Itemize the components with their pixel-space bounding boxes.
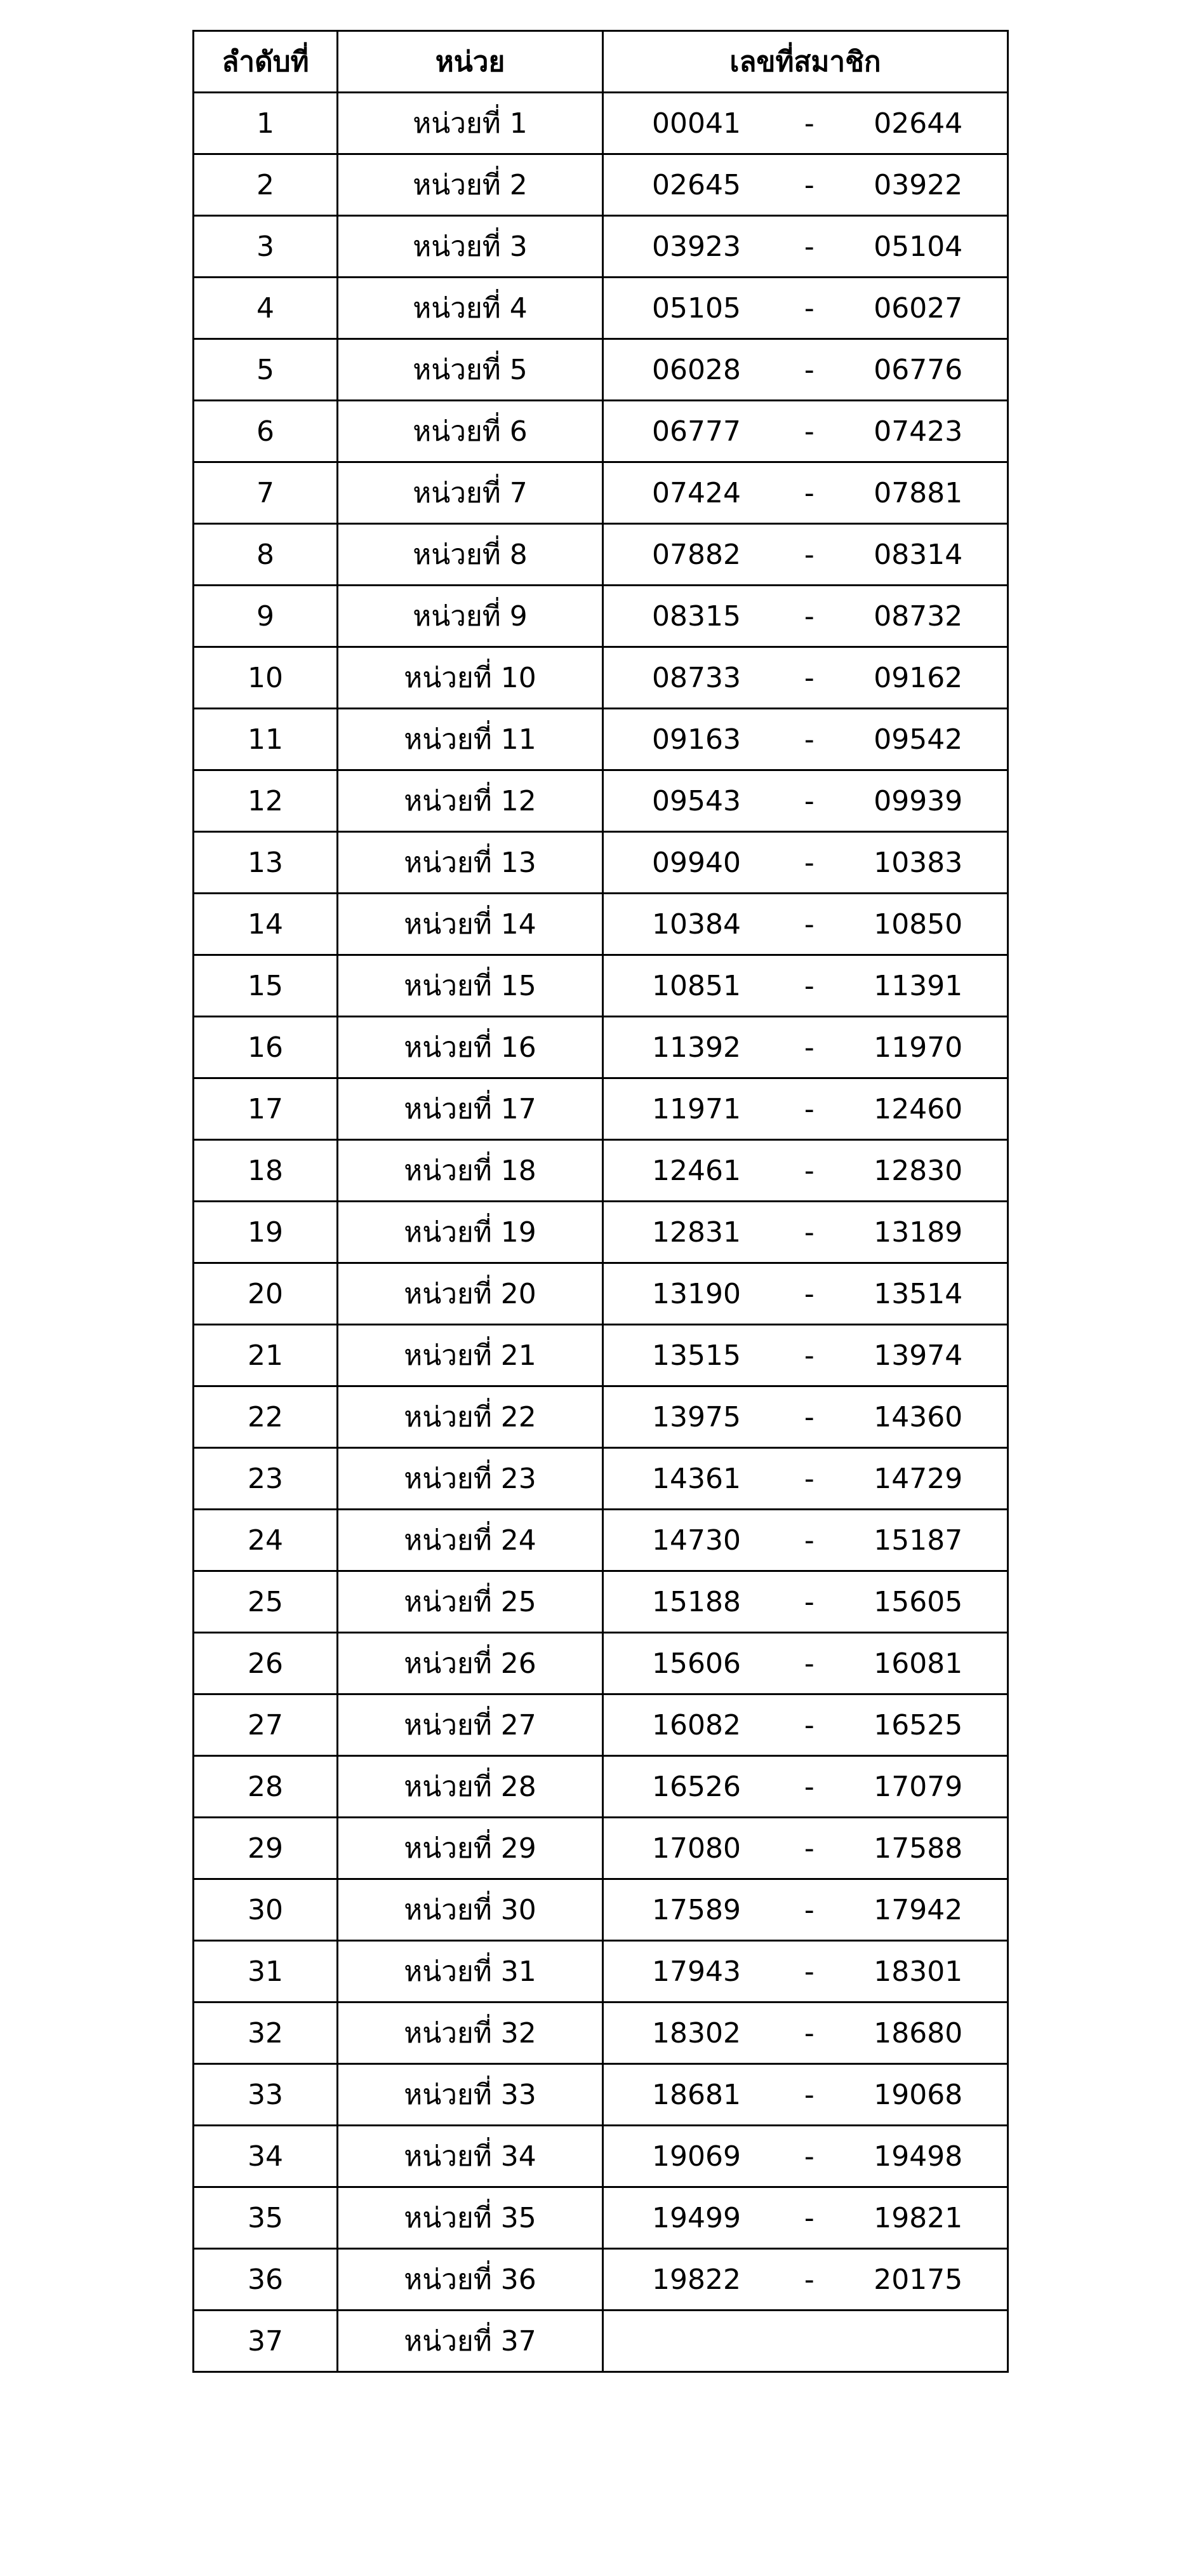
range-to: 07881 (874, 476, 963, 509)
table-row (194, 1078, 1008, 1140)
member-range-cell (603, 709, 1008, 770)
range-separator: - (804, 353, 815, 386)
unit-name-cell: หน่วยที่ 28 (338, 1756, 603, 1818)
member-range (604, 1017, 1007, 1077)
range-from: 12831 (652, 1216, 741, 1249)
member-range (604, 1695, 1007, 1755)
range-to: 19498 (874, 2140, 963, 2173)
member-range (604, 1510, 1007, 1570)
member-range (604, 1449, 1007, 1508)
range-to: 05104 (874, 230, 963, 263)
member-range-cell (603, 1510, 1008, 1571)
range-from: 19069 (652, 2140, 741, 2173)
member-range-cell (603, 401, 1008, 462)
table-row (194, 2249, 1008, 2311)
table-row (194, 1448, 1008, 1510)
range-to: 08732 (874, 600, 963, 633)
table-row (194, 462, 1008, 524)
unit-name-cell: หน่วยที่ 9 (338, 586, 603, 647)
row-number-cell: 23 (194, 1448, 338, 1510)
range-to: 16525 (874, 1708, 963, 1741)
member-range-cell (603, 524, 1008, 586)
unit-name-cell: หน่วยที่ 15 (338, 955, 603, 1017)
member-range (604, 1818, 1007, 1878)
unit-name-cell: หน่วยที่ 19 (338, 1202, 603, 1263)
range-to: 18301 (874, 1955, 963, 1988)
unit-name-cell: หน่วยที่ 30 (338, 1879, 603, 1941)
table-row (194, 1386, 1008, 1448)
range-from: 15188 (652, 1585, 741, 1618)
row-number-cell: 9 (194, 586, 338, 647)
table-row (194, 2126, 1008, 2187)
member-range (604, 2065, 1007, 2124)
table-row (194, 2311, 1008, 2372)
range-separator: - (804, 846, 815, 879)
member-range-cell (603, 93, 1008, 154)
member-range (604, 1202, 1007, 1262)
range-from: 15606 (652, 1647, 741, 1680)
range-separator: - (804, 600, 815, 633)
range-from: 19499 (652, 2201, 741, 2234)
row-number-cell: 10 (194, 647, 338, 709)
table-row (194, 1571, 1008, 1633)
row-number-cell: 37 (194, 2311, 338, 2372)
range-to: 19821 (874, 2201, 963, 2234)
unit-name-cell: หน่วยที่ 18 (338, 1140, 603, 1202)
member-range (604, 1942, 1007, 2001)
unit-name-cell: หน่วยที่ 16 (338, 1017, 603, 1078)
row-number-cell: 30 (194, 1879, 338, 1941)
unit-name-cell: หน่วยที่ 37 (338, 2311, 603, 2372)
range-to: 09162 (874, 661, 963, 694)
member-range (604, 2003, 1007, 2063)
range-separator: - (804, 230, 815, 263)
range-from: 17080 (652, 1832, 741, 1865)
range-from: 17943 (652, 1955, 741, 1988)
member-range (604, 1880, 1007, 1940)
member-range-cell (603, 1017, 1008, 1078)
range-separator: - (804, 415, 815, 448)
row-number-cell: 33 (194, 2064, 338, 2126)
range-separator: - (804, 1216, 815, 1249)
row-number-cell: 1 (194, 93, 338, 154)
range-to: 11970 (874, 1031, 963, 1064)
unit-name-cell: หน่วยที่ 27 (338, 1694, 603, 1756)
unit-name-cell: หน่วยที่ 14 (338, 894, 603, 955)
range-separator: - (804, 168, 815, 201)
table-row (194, 894, 1008, 955)
range-separator: - (804, 908, 815, 941)
range-to: 06776 (874, 353, 963, 386)
table-row (194, 1879, 1008, 1941)
table-row (194, 1140, 1008, 1202)
unit-name-cell: หน่วยที่ 10 (338, 647, 603, 709)
range-separator: - (804, 538, 815, 571)
range-to: 09939 (874, 784, 963, 817)
row-number-cell: 8 (194, 524, 338, 586)
range-separator: - (804, 1524, 815, 1557)
range-to: 16081 (874, 1647, 963, 1680)
member-range (604, 2311, 1007, 2371)
member-range (604, 648, 1007, 708)
member-range (604, 217, 1007, 276)
range-from: 00041 (652, 107, 741, 140)
row-number-cell: 32 (194, 2002, 338, 2064)
member-range (604, 1141, 1007, 1200)
range-to: 09542 (874, 723, 963, 756)
range-from: 10851 (652, 969, 741, 1002)
member-range (604, 2126, 1007, 2186)
row-number-cell: 19 (194, 1202, 338, 1263)
range-separator: - (804, 723, 815, 756)
member-range-cell (603, 1140, 1008, 1202)
range-from: 13190 (652, 1277, 741, 1310)
range-separator: - (804, 1092, 815, 1125)
member-range (604, 586, 1007, 646)
row-number-cell: 26 (194, 1633, 338, 1694)
member-range (604, 2250, 1007, 2309)
range-separator: - (804, 1277, 815, 1310)
range-to: 13514 (874, 1277, 963, 1310)
range-separator: - (804, 1770, 815, 1803)
row-number-cell: 28 (194, 1756, 338, 1818)
table-row (194, 1017, 1008, 1078)
member-range-cell (603, 154, 1008, 216)
range-to: 18680 (874, 2016, 963, 2049)
member-range-cell (603, 2311, 1008, 2372)
row-number-cell: 21 (194, 1325, 338, 1386)
range-to: 06027 (874, 292, 963, 325)
range-separator: - (804, 2201, 815, 2234)
table-row (194, 1325, 1008, 1386)
range-from: 13975 (652, 1400, 741, 1433)
member-range-cell (603, 1879, 1008, 1941)
unit-name-cell: หน่วยที่ 8 (338, 524, 603, 586)
range-separator: - (804, 292, 815, 325)
table-row (194, 1818, 1008, 1879)
table-row (194, 832, 1008, 894)
range-separator: - (804, 1955, 815, 1988)
range-separator: - (804, 2140, 815, 2173)
table-row (194, 524, 1008, 586)
range-from: 05105 (652, 292, 741, 325)
member-range-cell (603, 1818, 1008, 1879)
unit-name-cell: หน่วยที่ 4 (338, 278, 603, 339)
range-separator: - (804, 1708, 815, 1741)
table-row (194, 339, 1008, 401)
unit-name-cell: หน่วยที่ 23 (338, 1448, 603, 1510)
member-range-cell (603, 2249, 1008, 2311)
member-range (604, 709, 1007, 769)
range-to: 02644 (874, 107, 963, 140)
member-range-cell (603, 1386, 1008, 1448)
row-number-cell: 4 (194, 278, 338, 339)
member-range-cell (603, 770, 1008, 832)
range-separator: - (804, 1832, 815, 1865)
member-range (604, 525, 1007, 584)
member-range (604, 1079, 1007, 1139)
range-to: 03922 (874, 168, 963, 201)
row-number-cell: 24 (194, 1510, 338, 1571)
member-range (604, 93, 1007, 153)
range-to: 17588 (874, 1832, 963, 1865)
header-no: ลำดับที่ (194, 31, 338, 93)
unit-name-cell: หน่วยที่ 32 (338, 2002, 603, 2064)
range-from: 06028 (652, 353, 741, 386)
member-range-cell (603, 1941, 1008, 2002)
table-header-row (194, 31, 1008, 93)
member-range-cell (603, 586, 1008, 647)
range-separator: - (804, 2263, 815, 2296)
range-separator: - (804, 969, 815, 1002)
unit-name-cell: หน่วยที่ 25 (338, 1571, 603, 1633)
range-separator: - (804, 1339, 815, 1372)
range-separator: - (804, 2078, 815, 2111)
range-to: 10383 (874, 846, 963, 879)
range-separator: - (804, 476, 815, 509)
row-number-cell: 22 (194, 1386, 338, 1448)
member-range (604, 401, 1007, 461)
unit-name-cell: หน่วยที่ 20 (338, 1263, 603, 1325)
range-separator: - (804, 1585, 815, 1618)
row-number-cell: 12 (194, 770, 338, 832)
range-from: 06777 (652, 415, 741, 448)
row-number-cell: 2 (194, 154, 338, 216)
table-row (194, 770, 1008, 832)
member-range (604, 1633, 1007, 1693)
range-to: 14360 (874, 1400, 963, 1433)
range-to: 10850 (874, 908, 963, 941)
row-number-cell: 31 (194, 1941, 338, 2002)
range-from: 09163 (652, 723, 741, 756)
member-range (604, 894, 1007, 954)
row-number-cell: 35 (194, 2187, 338, 2249)
range-to: 17079 (874, 1770, 963, 1803)
table-row (194, 1694, 1008, 1756)
member-range-cell (603, 1571, 1008, 1633)
unit-name-cell: หน่วยที่ 17 (338, 1078, 603, 1140)
unit-name-cell: หน่วยที่ 6 (338, 401, 603, 462)
table-row (194, 2064, 1008, 2126)
table-row (194, 1263, 1008, 1325)
member-unit-table (192, 30, 1009, 2373)
range-to: 13189 (874, 1216, 963, 1249)
range-from: 16082 (652, 1708, 741, 1741)
range-separator: - (804, 1893, 815, 1926)
member-range (604, 2188, 1007, 2248)
table-row (194, 1510, 1008, 1571)
unit-name-cell: หน่วยที่ 34 (338, 2126, 603, 2187)
member-range (604, 1572, 1007, 1632)
member-range (604, 956, 1007, 1016)
range-from: 07424 (652, 476, 741, 509)
unit-name-cell: หน่วยที่ 22 (338, 1386, 603, 1448)
member-range (604, 1264, 1007, 1324)
range-to: 13974 (874, 1339, 963, 1372)
member-range (604, 1387, 1007, 1447)
unit-name-cell: หน่วยที่ 7 (338, 462, 603, 524)
row-number-cell: 18 (194, 1140, 338, 1202)
table-row (194, 2187, 1008, 2249)
table-row (194, 1633, 1008, 1694)
member-range-cell (603, 1633, 1008, 1694)
unit-name-cell: หน่วยที่ 13 (338, 832, 603, 894)
row-number-cell: 14 (194, 894, 338, 955)
range-from: 17589 (652, 1893, 741, 1926)
member-range (604, 1325, 1007, 1385)
range-from: 19822 (652, 2263, 741, 2296)
member-range (604, 155, 1007, 215)
row-number-cell: 29 (194, 1818, 338, 1879)
member-range-cell (603, 462, 1008, 524)
range-to: 19068 (874, 2078, 963, 2111)
unit-name-cell: หน่วยที่ 3 (338, 216, 603, 278)
range-from: 18681 (652, 2078, 741, 2111)
unit-name-cell: หน่วยที่ 35 (338, 2187, 603, 2249)
row-number-cell: 3 (194, 216, 338, 278)
row-number-cell: 34 (194, 2126, 338, 2187)
range-separator: - (804, 107, 815, 140)
range-to: 15605 (874, 1585, 963, 1618)
range-from: 14361 (652, 1462, 741, 1495)
range-from: 10384 (652, 908, 741, 941)
member-range-cell (603, 1078, 1008, 1140)
range-separator: - (804, 1400, 815, 1433)
member-range-cell (603, 1263, 1008, 1325)
member-range-cell (603, 1694, 1008, 1756)
member-range-cell (603, 1325, 1008, 1386)
row-number-cell: 13 (194, 832, 338, 894)
table-body (194, 93, 1008, 2372)
range-to: 12460 (874, 1092, 963, 1125)
table-row (194, 278, 1008, 339)
member-range (604, 463, 1007, 523)
table-row (194, 647, 1008, 709)
row-number-cell: 17 (194, 1078, 338, 1140)
range-separator: - (804, 1031, 815, 1064)
range-from: 12461 (652, 1154, 741, 1187)
range-to: 20175 (874, 2263, 963, 2296)
table-row (194, 955, 1008, 1017)
row-number-cell: 7 (194, 462, 338, 524)
range-from: 18302 (652, 2016, 741, 2049)
range-to: 11391 (874, 969, 963, 1002)
row-number-cell: 20 (194, 1263, 338, 1325)
member-range-cell (603, 1448, 1008, 1510)
unit-name-cell: หน่วยที่ 1 (338, 93, 603, 154)
range-to: 17942 (874, 1893, 963, 1926)
table-row (194, 154, 1008, 216)
range-separator: - (804, 784, 815, 817)
range-from: 09543 (652, 784, 741, 817)
member-range-cell (603, 2002, 1008, 2064)
member-range-cell (603, 278, 1008, 339)
range-from: 11971 (652, 1092, 741, 1125)
range-separator: - (804, 661, 815, 694)
member-range-cell (603, 2126, 1008, 2187)
range-from: 14730 (652, 1524, 741, 1557)
row-number-cell: 11 (194, 709, 338, 770)
unit-name-cell: หน่วยที่ 36 (338, 2249, 603, 2311)
member-range (604, 833, 1007, 892)
member-range-cell (603, 955, 1008, 1017)
row-number-cell: 36 (194, 2249, 338, 2311)
row-number-cell: 27 (194, 1694, 338, 1756)
member-range (604, 1757, 1007, 1816)
unit-name-cell: หน่วยที่ 33 (338, 2064, 603, 2126)
range-from: 02645 (652, 168, 741, 201)
range-to: 15187 (874, 1524, 963, 1557)
unit-name-cell: หน่วยที่ 24 (338, 1510, 603, 1571)
unit-name-cell: หน่วยที่ 12 (338, 770, 603, 832)
range-separator: - (804, 2016, 815, 2049)
header-unit: หน่วย (338, 31, 603, 93)
row-number-cell: 6 (194, 401, 338, 462)
unit-name-cell: หน่วยที่ 2 (338, 154, 603, 216)
range-from: 13515 (652, 1339, 741, 1372)
member-range-cell (603, 339, 1008, 401)
range-from: 07882 (652, 538, 741, 571)
member-range-cell (603, 647, 1008, 709)
table-row (194, 1202, 1008, 1263)
range-to: 14729 (874, 1462, 963, 1495)
member-range-cell (603, 216, 1008, 278)
member-range-cell (603, 1202, 1008, 1263)
member-range (604, 771, 1007, 831)
unit-name-cell: หน่วยที่ 29 (338, 1818, 603, 1879)
header-member-no: เลขที่สมาชิก (603, 31, 1008, 93)
row-number-cell: 5 (194, 339, 338, 401)
unit-name-cell: หน่วยที่ 21 (338, 1325, 603, 1386)
range-from: 11392 (652, 1031, 741, 1064)
member-range-cell (603, 832, 1008, 894)
table-row (194, 2002, 1008, 2064)
range-from: 08315 (652, 600, 741, 633)
member-range (604, 340, 1007, 399)
row-number-cell: 25 (194, 1571, 338, 1633)
table-row (194, 1756, 1008, 1818)
table-row (194, 216, 1008, 278)
range-from: 03923 (652, 230, 741, 263)
range-separator: - (804, 1154, 815, 1187)
range-from: 08733 (652, 661, 741, 694)
range-from: 16526 (652, 1770, 741, 1803)
member-range-cell (603, 2064, 1008, 2126)
member-range (604, 278, 1007, 338)
member-range-cell (603, 894, 1008, 955)
range-to: 07423 (874, 415, 963, 448)
row-number-cell: 16 (194, 1017, 338, 1078)
table-row (194, 93, 1008, 154)
table-row (194, 1941, 1008, 2002)
member-range-cell (603, 1756, 1008, 1818)
range-separator: - (804, 1647, 815, 1680)
range-to: 12830 (874, 1154, 963, 1187)
table-row (194, 586, 1008, 647)
range-separator: - (804, 1462, 815, 1495)
unit-name-cell: หน่วยที่ 5 (338, 339, 603, 401)
range-to: 08314 (874, 538, 963, 571)
member-range-cell (603, 2187, 1008, 2249)
range-from: 09940 (652, 846, 741, 879)
table-row (194, 401, 1008, 462)
unit-name-cell: หน่วยที่ 31 (338, 1941, 603, 2002)
table-row (194, 709, 1008, 770)
row-number-cell: 15 (194, 955, 338, 1017)
unit-name-cell: หน่วยที่ 11 (338, 709, 603, 770)
unit-name-cell: หน่วยที่ 26 (338, 1633, 603, 1694)
